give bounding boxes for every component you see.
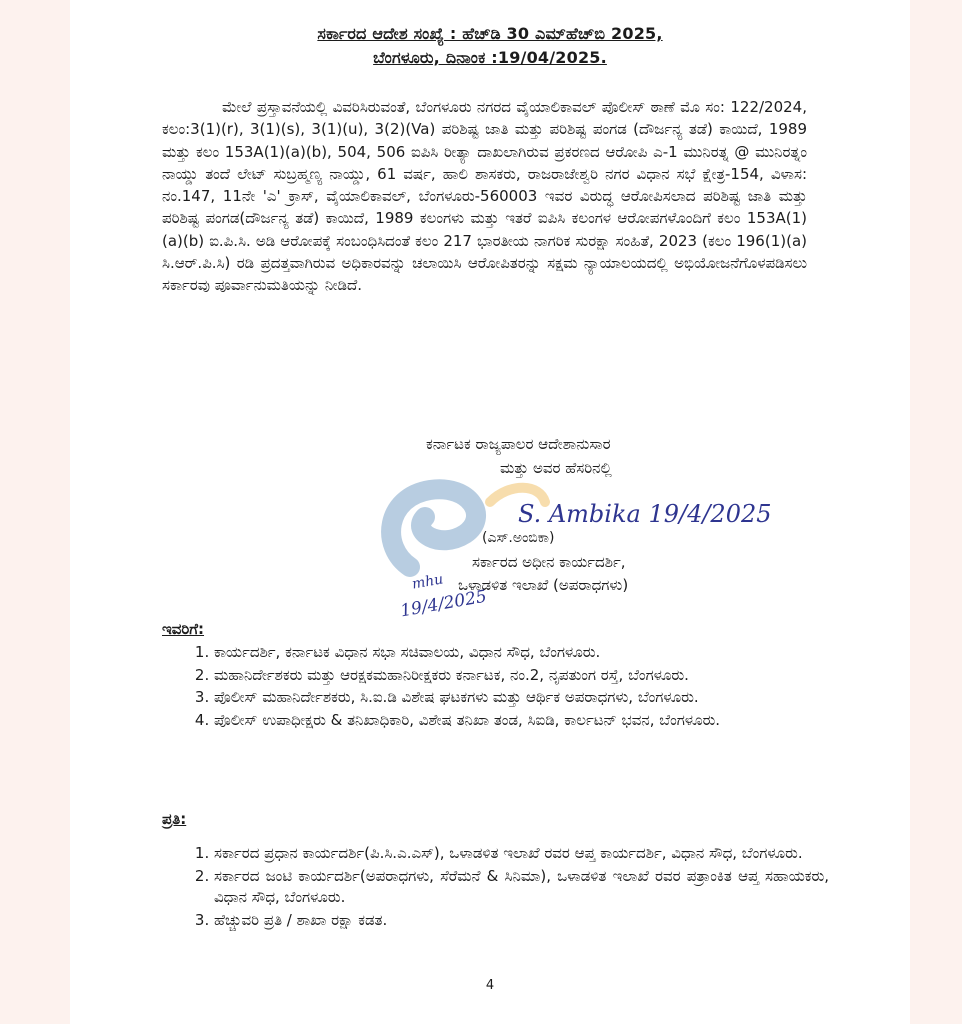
handwritten-signature: S. Ambika 19/4/2025	[518, 500, 772, 528]
list-item: 1. ಸರ್ಕಾರದ ಪ್ರಧಾನ ಕಾರ್ಯದರ್ಶಿ(ಪಿ.ಸಿ.ಎ.ಎಸ್), ಒಳಾಡಳಿತ ಇಲಾಖೆ ರವರ ಆಪ್ತ ಕಾರ್ಯದರ್ಶಿ, ವಿಧಾನ ಸೌಧ, ಬೆಂಗಳೂರು.	[214, 843, 829, 865]
handwritten-date: 19/4/2025	[398, 586, 489, 622]
recipients-heading: ಇವರಿಗೆ:	[162, 620, 205, 638]
recipients-list	[190, 642, 829, 732]
copies-heading: ಪ್ರತಿ:	[162, 810, 187, 828]
signatory-name: (ಎಸ್.ಅಂಬಿಕಾ)	[482, 530, 555, 546]
signatory-department: ಒಳಾಡಳಿತ ಇಲಾಖೆ (ಅಪರಾಧಗಳು)	[458, 576, 629, 594]
governor-name-line: ಮತ್ತು ಅವರ ಹೆಸರಿನಲ್ಲಿ	[500, 459, 612, 477]
list-item: 2. ಸರ್ಕಾರದ ಜಂಟಿ ಕಾರ್ಯದರ್ಶಿ(ಅಪರಾಧಗಳು, ಸೆರೆಮನೆ & ಸಿನಿಮಾ), ಒಳಾಡಳಿತ ಇಲಾಖೆ ರವರ ಪತ್ರಾಂಕಿತ ಆಪ್ತ ಸಹಾಯಕರು, ವಿಧಾನ ಸೌಧ, ಬೆಂಗಳೂರು.	[214, 866, 829, 909]
list-item: 4. ಪೊಲೀಸ್ ಉಪಾಧೀಕ್ಷರು & ತನಿಖಾಧಿಕಾರಿ, ವಿಶೇಷ ತನಿಖಾ ತಂಡ, ಸಿಐಡಿ, ಕಾರ್ಲಟನ್ ಭವನ, ಬೆಂಗಳೂರು.	[214, 710, 829, 732]
order-date-heading: ಬೆಂಗಳೂರು, ದಿನಾಂಕ :19/04/2025.	[373, 48, 607, 67]
list-item: 1. ಕಾರ್ಯದರ್ಶಿ, ಕರ್ನಾಟಕ ವಿಧಾನ ಸಭಾ ಸಚಿವಾಲಯ, ವಿಧಾನ ಸೌಧ, ಬೆಂಗಳೂರು.	[214, 642, 829, 664]
list-item: 3. ಹೆಚ್ಚುವರಿ ಪ್ರತಿ / ಶಾಖಾ ರಕ್ಷಾ ಕಡತ.	[214, 910, 829, 932]
copies-list	[190, 843, 829, 932]
governor-order-line: ಕರ್ನಾಟಕ ರಾಜ್ಯಪಾಲರ ಆದೇಶಾನುಸಾರ	[426, 435, 611, 453]
handwritten-initial: mhu	[410, 571, 445, 593]
document-page	[70, 0, 910, 1024]
list-item: 3. ಪೊಲೀಸ್ ಮಹಾನಿರ್ದೇಶಕರು, ಸಿ.ಐ.ಡಿ ವಿಶೇಷ ಘಟಕಗಳು ಮತ್ತು ಆರ್ಥಿಕ ಅಪರಾಧಗಳು, ಬೆಂಗಳೂರು.	[214, 687, 829, 709]
page-number: 4	[485, 978, 495, 993]
order-body-paragraph: ಮೇಲೆ ಪ್ರಸ್ತಾವನೆಯಲ್ಲಿ ವಿವರಿಸಿರುವಂತೆ, ಬೆಂಗಳೂರು ನಗರದ ವೈಯಾಲಿಕಾವಲ್ ಪೊಲೀಸ್ ಠಾಣೆ ಮೊ ಸಂ: 122/2024, ಕಲಂ:3(1)(r), 3(1)(s), 3(1)(u), 3(2)(Va) ಪರಿಶಿಷ್ಟ ಜಾತಿ ಮತ್ತು ಪರಿಶಿಷ್ಟ ಪಂಗಡ (ದೌರ್ಜನ್ಯ ತಡೆ) ಕಾಯಿದೆ, 1989 ಮತ್ತು ಕಲಂ 153A(1)(a)(b), 504, 506 ಐಪಿಸಿ ರೀತ್ಯಾ ದಾಖಲಾಗಿರುವ ಪ್ರಕರಣದ ಆರೋಪಿ ಎ-1 ಮುನಿರತ್ನ @ ಮುನಿರತ್ನಂ ನಾಯ್ಡು ತಂದೆ ಲೇಟ್ ಸುಬ್ರಹ್ಮಣ್ಯ ನಾಯ್ಡು, 61 ವರ್ಷ, ಹಾಲಿ ಶಾಸಕರು, ರಾಜರಾಜೇಶ್ವರಿ ನಗರ ವಿಧಾನ ಸಭೆ ಕ್ಷೇತ್ರ-154, ವಿಳಾಸ: ನಂ.147, 11ನೇ 'ಎ' ಕ್ರಾಸ್, ವೈಯಾಲಿಕಾವಲ್, ಬೆಂಗಳೂರು-560003 ಇವರ ವಿರುದ್ಧ ಆರೋಪಿಸಲಾದ ಪರಿಶಿಷ್ಟ ಜಾತಿ ಮತ್ತು ಪರಿಶಿಷ್ಟ ಪಂಗಡ(ದೌರ್ಜನ್ಯ ತಡೆ) ಕಾಯಿದೆ, 1989 ಕಲಂಗಳು ಮತ್ತು ಇತರೆ ಐಪಿಸಿ ಕಲಂಗಳ ಆರೋಪಗಳೊಂದಿಗೆ ಕಲಂ 153A(1)(a)(b) ಐ.ಪಿ.ಸಿ. ಅಡಿ ಆರೋಪಕ್ಕೆ ಸಂಬಂಧಿಸಿದಂತೆ ಕಲಂ 217 ಭಾರತೀಯ ನಾಗರಿಕ ಸುರಕ್ಷಾ ಸಂಹಿತೆ, 2023 (ಕಲಂ 196(1)(a) ಸಿ.ಆರ್.ಪಿ.ಸಿ) ರಡಿ ಪ್ರದತ್ತವಾಗಿರುವ ಅಧಿಕಾರವನ್ನು ಚಲಾಯಿಸಿ ಆರೋಪಿತರನ್ನು ಸಕ್ಷಮ ನ್ಯಾಯಾಲಯದಲ್ಲಿ ಅಭಿಯೋಜನೆಗೊಳಪಡಿಸಲು ಸರ್ಕಾರವು ಪೂರ್ವಾನುಮತಿಯನ್ನು ನೀಡಿದೆ.	[162, 98, 807, 295]
order-number-heading: ಸರ್ಕಾರದ ಆದೇಶ ಸಂಖ್ಯೆ : ಹೆಚ್‌ಡಿ 30 ಎಮ್‌ಹೆಚ್‌ಬಿ 2025,	[317, 24, 663, 43]
signatory-designation: ಸರ್ಕಾರದ ಅಧೀನ ಕಾರ್ಯದರ್ಶಿ,	[472, 553, 626, 571]
list-item: 2. ಮಹಾನಿರ್ದೇಶಕರು ಮತ್ತು ಆರಕ್ಷಕಮಹಾನಿರೀಕ್ಷಕರು ಕರ್ನಾಟಕ, ನಂ.2, ನೃಪತುಂಗ ರಸ್ತೆ, ಬೆಂಗಳೂರು.	[214, 665, 829, 687]
watermark-blue-shape	[391, 489, 476, 567]
